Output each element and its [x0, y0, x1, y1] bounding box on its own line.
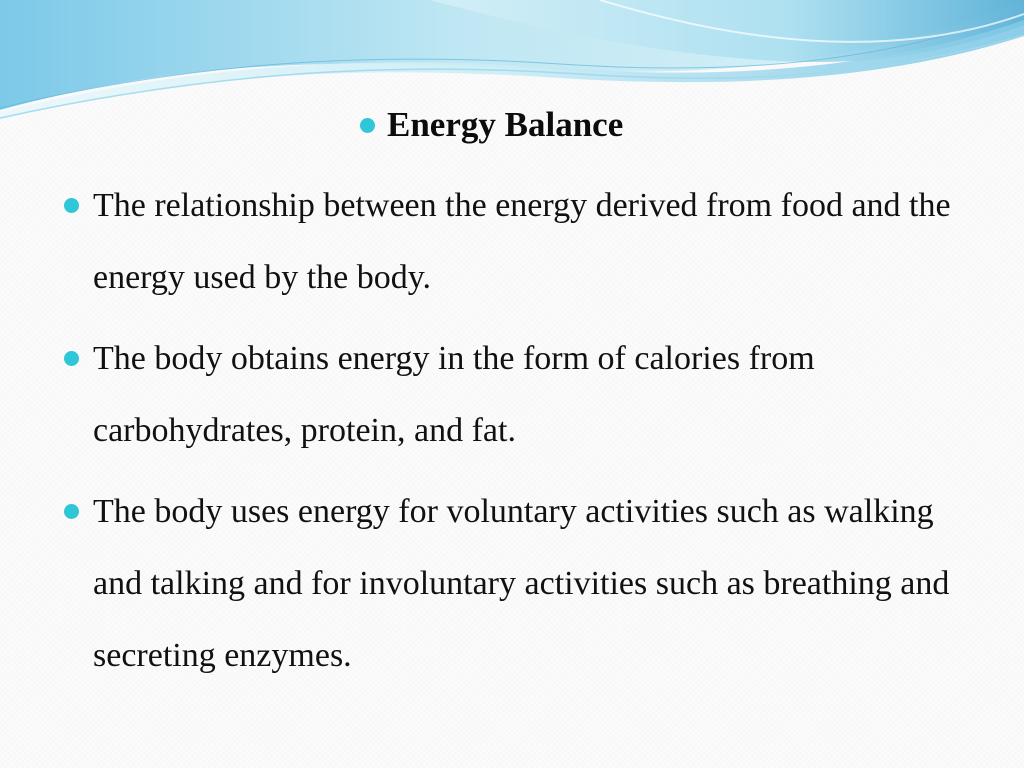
bullet-item-1: [64, 170, 984, 314]
slide-title: Energy Balance: [387, 105, 624, 144]
bullet-text-1: The relationship between the energy derived from food and the energy used by the body.: [93, 187, 951, 296]
slide-title-row: [360, 100, 623, 150]
bullet-text-3: The body uses energy for voluntary activities such as walking and talking and for involuntary activities such as breathing and secreting enzymes.: [93, 493, 950, 674]
bullet-icon: [64, 351, 79, 366]
bullet-item-3: [64, 476, 984, 692]
bullet-icon: [64, 198, 79, 213]
bullet-list: [64, 170, 984, 701]
bullet-icon: [360, 118, 375, 133]
bullet-icon: [64, 504, 79, 519]
bullet-item-2: [64, 323, 984, 467]
bullet-text-2: The body obtains energy in the form of calories from carbohydrates, protein, and fat.: [93, 340, 815, 449]
